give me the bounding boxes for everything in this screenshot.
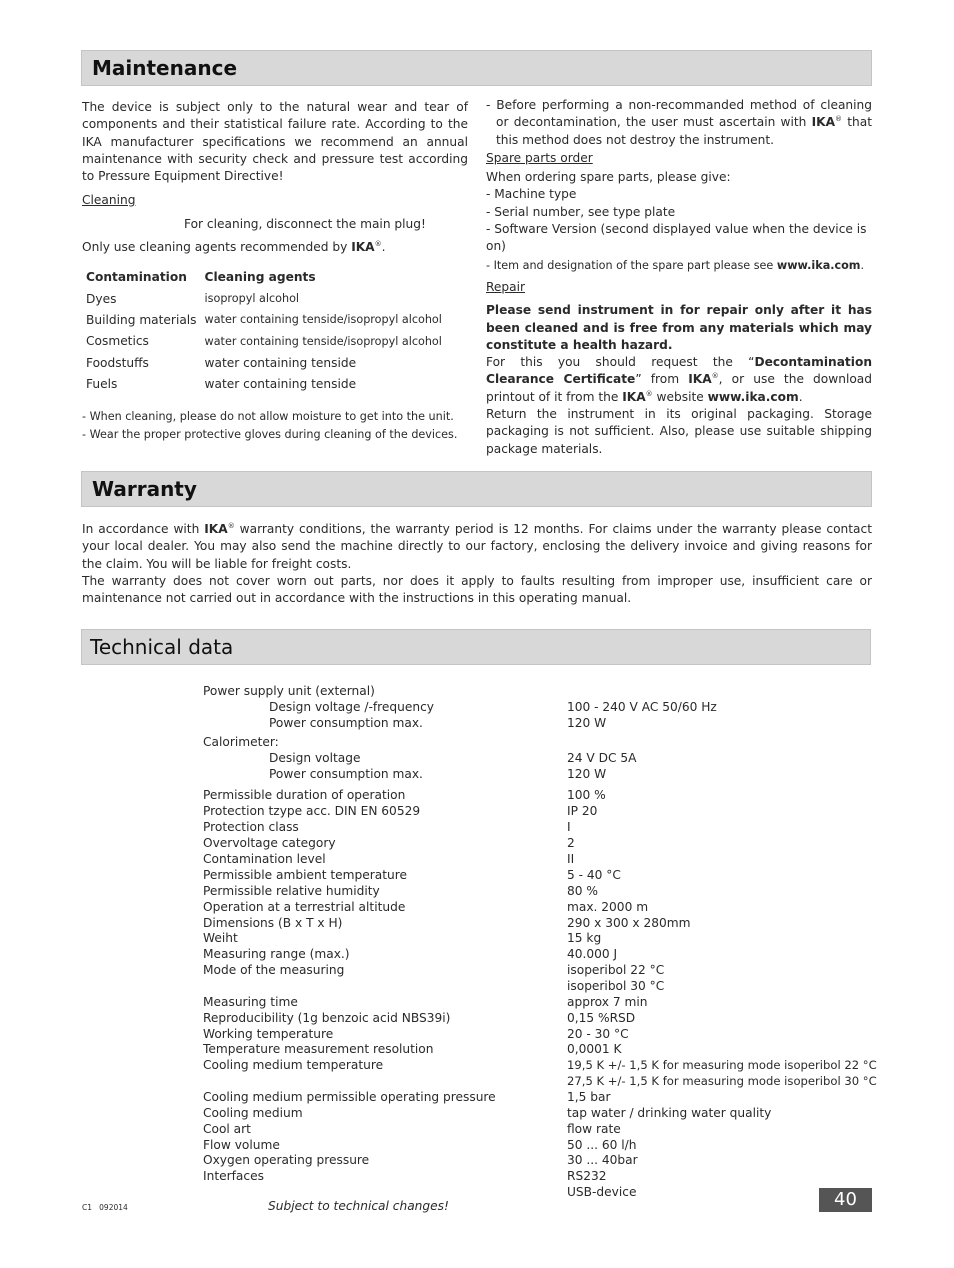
repair-text: . xyxy=(798,389,803,404)
tech-label: Power consumption max. xyxy=(269,767,423,781)
tech-label: Flow volume xyxy=(203,1138,280,1152)
page-number: 40 xyxy=(819,1188,872,1212)
tech-label: Permissible duration of operation xyxy=(203,788,406,802)
tech-value: 0,0001 K xyxy=(567,1042,622,1056)
tech-label: Temperature measurement resolution xyxy=(203,1042,434,1056)
spare-last-pre: - Item and designation of the spare part please see xyxy=(486,258,777,272)
warranty-header-bar xyxy=(81,471,872,507)
tech-value: 2 xyxy=(567,836,575,850)
contamination-cell: Building materials xyxy=(86,312,197,327)
tech-label: Contamination level xyxy=(203,852,326,866)
tech-value: 100 % xyxy=(567,788,606,802)
tech-value: IP 20 xyxy=(567,804,598,818)
repair-text: website xyxy=(652,389,708,404)
tech-value: 290 x 300 x 280mm xyxy=(567,916,691,930)
warranty-paragraph-2: The warranty does not cover worn out parts, nor does it apply to faults resulting from improper use, insufficient care or maintenance not carried out in accordance with the instructions in this operating manual. xyxy=(82,573,872,606)
warranty-text-post: warranty conditions, the warranty period is 12 months. For claims under the warranty please contact your local dealer. You may also send the machine directly to our factory, enclosing the delivery invoice and giving reasons for the claim. You will be liable for freight costs. xyxy=(82,522,872,571)
ika-brand: IKA xyxy=(811,115,836,130)
ika-website-link[interactable]: www.ika.com xyxy=(707,389,799,404)
tech-value: 120 W xyxy=(567,767,607,781)
tech-value: 24 V DC 5A xyxy=(567,751,637,765)
table-row xyxy=(82,309,446,330)
contamination-cell: Dyes xyxy=(86,291,117,306)
agents-note-post: . xyxy=(381,240,386,254)
tech-value: flow rate xyxy=(567,1122,621,1136)
cleaning-note-line: - When cleaning, please do not allow moisture to get into the unit. xyxy=(82,410,454,423)
tech-value: USB-device xyxy=(567,1185,637,1199)
tech-label: Cooling medium xyxy=(203,1106,303,1120)
tech-value: II xyxy=(567,852,575,866)
technical-header-bar xyxy=(81,629,871,665)
tech-value: 100 - 240 V AC 50/60 Hz xyxy=(567,700,717,714)
table-header-contamination: Contamination xyxy=(86,270,187,284)
method-note-c: that this method does not destroy the instrument. xyxy=(496,115,873,147)
tech-label: Dimensions (B x T x H) xyxy=(203,916,343,930)
maintenance-title: Maintenance xyxy=(92,56,238,80)
cleaning-agent-cell: isopropyl alcohol xyxy=(204,292,300,306)
tech-label: Design voltage /-frequency xyxy=(269,700,434,714)
tech-value: isoperibol 22 °C xyxy=(567,963,665,977)
cleaning-note: For cleaning, disconnect the main plug! xyxy=(184,217,426,231)
tech-label: Measuring range (max.) xyxy=(203,947,350,961)
decontamination-certificate: Decontamination Clearance Certificate xyxy=(486,355,872,387)
tech-value: 40.000 J xyxy=(567,947,618,961)
tech-label: Calorimeter: xyxy=(203,735,279,749)
tech-label: Measuring time xyxy=(203,995,298,1009)
agents-note-pre: Only use cleaning agents recommended by xyxy=(82,240,352,254)
repair-return-note: Return the instrument in its original packaging. Storage packaging is not sufficient. Also, please use suitable shipping package materials. xyxy=(486,407,872,456)
spare-item: - Serial number, see type plate xyxy=(486,204,676,219)
reg-mark: ® xyxy=(227,521,235,530)
cleaning-notes xyxy=(82,408,457,443)
warranty-text xyxy=(82,521,872,607)
tech-label: Cooling medium temperature xyxy=(203,1058,384,1072)
spare-item-last: - Item and designation of the spare part please see www.ika.com. xyxy=(486,258,865,272)
spare-parts-intro: When ordering spare parts, please give: xyxy=(486,170,731,185)
repair-text: ” from xyxy=(635,372,689,387)
tech-value: 80 % xyxy=(567,884,598,898)
cleaning-heading: Cleaning xyxy=(82,193,136,207)
tech-value: approx 7 min xyxy=(567,995,648,1009)
table-row xyxy=(82,352,446,373)
warranty-text-pre: In accordance with xyxy=(82,522,205,536)
footer-notice: Subject to technical changes! xyxy=(268,1199,449,1213)
tech-label: Cooling medium permissible operating pressure xyxy=(203,1090,496,1104)
contamination-cell: Cosmetics xyxy=(86,334,149,349)
spare-parts-heading: Spare parts order xyxy=(486,150,593,165)
reg-mark: ® xyxy=(711,372,719,381)
spare-item: - Machine type xyxy=(486,187,577,202)
tech-value: RS232 xyxy=(567,1169,607,1183)
cleaning-note-line: - Wear the proper protective gloves during cleaning of the devices. xyxy=(82,427,458,441)
tech-value: 0,15 %RSD xyxy=(567,1011,636,1025)
reg-mark: ® xyxy=(645,389,653,398)
repair-warning: Please send instrument in for repair only after it has been cleaned and is free from any materials which may constitute a health hazard. xyxy=(486,303,872,352)
tech-value: 5 - 40 °C xyxy=(567,868,621,882)
tech-label: Operation at a terrestrial altitude xyxy=(203,900,406,914)
method-note-b: decontamination, the user must ascertain with xyxy=(513,115,812,130)
tech-label: Reproducibility (1g benzoic acid NBS39i) xyxy=(203,1011,451,1025)
warranty-paragraph-1 xyxy=(82,521,872,573)
cleaning-agent-cell: water containing tenside xyxy=(204,376,357,391)
cleaning-agents-table xyxy=(82,266,446,394)
maintenance-header-bar xyxy=(81,50,872,86)
repair-text: For this you should request the “ xyxy=(486,355,755,370)
tech-value: 27,5 K +/- 1,5 K for measuring mode isoperibol 30 °C xyxy=(567,1074,877,1088)
method-note-a: - Before performing a non-recommanded method of cleaning or xyxy=(486,98,872,130)
agents-note xyxy=(82,239,386,256)
tech-label: Cool art xyxy=(203,1122,251,1136)
tech-value: 1,5 bar xyxy=(567,1090,611,1104)
spare-item: - Software Version (second displayed value when the device is on) xyxy=(486,222,867,254)
tech-label: Working temperature xyxy=(203,1027,334,1041)
contamination-cell: Fuels xyxy=(86,376,118,391)
cleaning-agent-cell: water containing tenside xyxy=(204,355,357,370)
tech-value: 19,5 K +/- 1,5 K for measuring mode isoperibol 22 °C xyxy=(567,1058,877,1072)
reg-mark: ® xyxy=(835,115,843,124)
footer-code: C1 092014 xyxy=(82,1203,128,1212)
reg-mark: ® xyxy=(374,239,382,248)
repair-heading: Repair xyxy=(486,279,526,294)
maintenance-right-column xyxy=(486,97,872,458)
maintenance-intro: The device is subject only to the natural wear and tear of components and their statistical failure rate. According to the IKA manufacturer specifications we recommend an annual maintenance with security check and pressure test according to Pressure Equipment Directive! xyxy=(82,100,468,184)
repair-certificate-note xyxy=(486,354,872,406)
tech-label: Design voltage xyxy=(269,751,361,765)
table-header-agents: Cleaning agents xyxy=(204,270,316,284)
contamination-cell: Foodstuffs xyxy=(86,355,149,370)
tech-value: 20 - 30 °C xyxy=(567,1027,629,1041)
tech-label: Weiht xyxy=(203,931,238,945)
ika-website-link[interactable]: www.ika.com xyxy=(776,258,861,272)
table-row xyxy=(82,373,446,394)
tech-value: isoperibol 30 °C xyxy=(567,979,665,993)
ika-brand: IKA xyxy=(688,372,712,387)
tech-value: 30 ... 40bar xyxy=(567,1153,638,1167)
tech-value: max. 2000 m xyxy=(567,900,649,914)
table-row xyxy=(82,331,446,352)
table-header-row xyxy=(82,266,446,288)
table-row xyxy=(82,288,446,309)
repair-text: , or use the download printout of it from the xyxy=(486,372,872,404)
technical-title: Technical data xyxy=(90,635,234,659)
warranty-title: Warranty xyxy=(92,477,197,501)
ika-brand: IKA xyxy=(622,389,646,404)
tech-value: 15 kg xyxy=(567,931,602,945)
tech-label: Power consumption max. xyxy=(269,716,423,730)
tech-value: 50 ... 60 l/h xyxy=(567,1138,637,1152)
tech-label: Interfaces xyxy=(203,1169,264,1183)
tech-value: tap water / drinking water quality xyxy=(567,1106,772,1120)
tech-label: Overvoltage category xyxy=(203,836,336,850)
cleaning-agent-cell: water containing tenside/isopropyl alcohol xyxy=(204,334,442,348)
tech-label: Permissible ambient temperature xyxy=(203,868,407,882)
tech-label: Power supply unit (external) xyxy=(203,684,375,698)
tech-label: Oxygen operating pressure xyxy=(203,1153,370,1167)
method-note xyxy=(486,97,872,149)
tech-label: Permissible relative humidity xyxy=(203,884,380,898)
tech-value: I xyxy=(567,820,571,834)
ika-brand: IKA xyxy=(204,522,228,536)
cleaning-agent-cell: water containing tenside/isopropyl alcohol xyxy=(204,313,442,327)
tech-label: Protection tzype acc. DIN EN 60529 xyxy=(203,804,421,818)
ika-brand: IKA xyxy=(351,240,375,254)
tech-label: Protection class xyxy=(203,820,299,834)
tech-label: Mode of the measuring xyxy=(203,963,345,977)
tech-value: 120 W xyxy=(567,716,607,730)
